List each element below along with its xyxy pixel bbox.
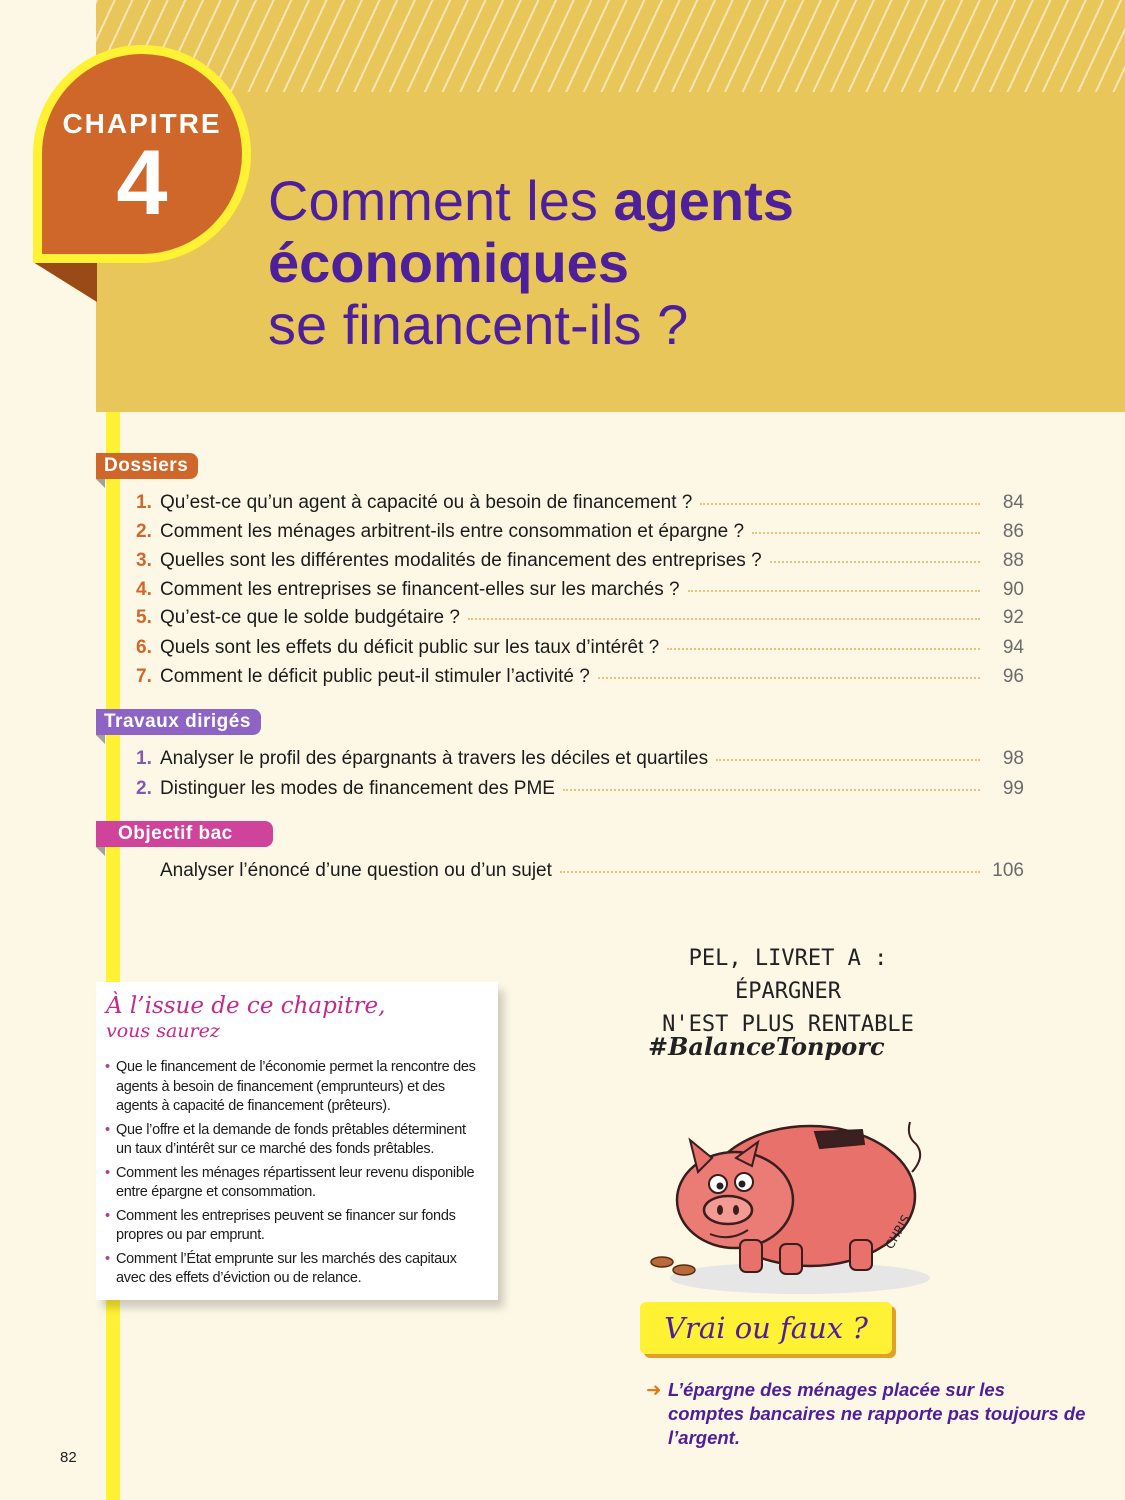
toc-row[interactable] <box>136 521 1024 549</box>
toc-row[interactable] <box>136 550 1024 578</box>
cartoon-hashtag: #BalanceTonporc <box>648 1032 885 1061</box>
toc-leader-dots <box>752 532 980 534</box>
toc-leader-dots <box>688 590 980 592</box>
toc-page: 92 <box>1002 607 1024 628</box>
list-item: • Que le financement de l’économie permet la rencontre des agents à besoin de financement (emprunteurs) et des agents à capacité de financement (prêteurs). <box>104 1058 484 1117</box>
true-false-label: Vrai ou faux ? <box>640 1302 892 1354</box>
true-false-statement-text: L’épargne des ménages placée sur les comptes bancaires ne rapporte pas toujours de l’argent. <box>668 1379 1086 1448</box>
toc-page: 88 <box>1002 550 1024 571</box>
section-tag-objectif-bac: Objectif bac <box>96 821 273 847</box>
title-line-2: économiques <box>268 231 629 294</box>
toc-leader-dots <box>667 648 980 650</box>
list-item: • Que l’offre et la demande de fonds prêtables déterminent un taux d’intérêt sur ce marché des fonds prêtables. <box>104 1121 484 1160</box>
toc-number: 4. <box>136 579 152 600</box>
toc-row[interactable] <box>136 492 1024 520</box>
toc-title: Analyser le profil des épargnants à travers les déciles et quartiles <box>160 748 709 769</box>
toc-leader-dots <box>560 871 980 873</box>
toc-title: Quelles sont les différentes modalités de financement des entreprises ? <box>160 550 762 571</box>
toc-leader-dots <box>700 503 980 505</box>
learning-objectives-box <box>96 982 498 1300</box>
toc-leader-dots <box>770 561 980 563</box>
toc-page: 86 <box>1002 521 1024 542</box>
piggy-bank-icon <box>640 1100 930 1300</box>
title-part-bold: agents <box>613 169 794 232</box>
toc-number: 7. <box>136 666 152 687</box>
toc-number: 5. <box>136 607 152 628</box>
chapter-label: CHAPITRE <box>62 108 222 139</box>
list-item: • Comment les entreprises peuvent se financer sur fonds propres ou par emprunt. <box>104 1207 484 1246</box>
toc-title: Comment le déficit public peut-il stimuler l’activité ? <box>160 666 590 687</box>
toc-number: 2. <box>136 521 152 542</box>
toc-page: 96 <box>1002 666 1024 687</box>
cartoon-caption-line: N'EST PLUS RENTABLE <box>662 1012 914 1037</box>
toc-title: Analyser l’énoncé d’une question ou d’un sujet <box>160 860 552 881</box>
toc-row[interactable] <box>136 748 1024 776</box>
toc-page: 84 <box>1002 492 1024 513</box>
chapter-title <box>268 170 1068 356</box>
toc-page: 90 <box>1002 579 1024 600</box>
true-false-statement <box>646 1378 1086 1450</box>
cartoon-signature: CHRIS <box>882 1212 914 1252</box>
toc-title: Comment les ménages arbitrent-ils entre consommation et épargne ? <box>160 521 745 542</box>
toc-title: Qu’est-ce que le solde budgétaire ? <box>160 607 460 628</box>
toc-page: 94 <box>1002 637 1024 658</box>
toc-number: 6. <box>136 637 152 658</box>
toc-page: 98 <box>1002 748 1024 769</box>
toc-title: Comment les entreprises se financent-elles sur les marchés ? <box>160 579 680 600</box>
list-item: • Comment les ménages répartissent leur revenu disponible entre épargne et consommation. <box>104 1164 484 1203</box>
toc-page: 106 <box>992 860 1024 881</box>
toc-number: 1. <box>136 492 152 513</box>
objectives-subtitle: vous saurez <box>106 1020 220 1042</box>
title-line-3: se financent-ils ? <box>268 293 689 356</box>
toc-row[interactable] <box>136 637 1024 665</box>
toc-row[interactable] <box>136 778 1024 806</box>
arrow-right-icon: ➜ <box>646 1379 662 1400</box>
toc-number: 2. <box>136 778 152 799</box>
toc-row[interactable] <box>136 607 1024 635</box>
toc-leader-dots <box>716 759 980 761</box>
chapter-badge <box>33 45 251 263</box>
page-number: 82 <box>60 1449 77 1466</box>
learning-objectives-title <box>106 994 385 1044</box>
toc-page: 99 <box>1002 778 1024 799</box>
toc-row[interactable] <box>136 860 1024 888</box>
toc-title: Distinguer les modes de financement des PME <box>160 778 555 799</box>
section-tag-travaux-diriges: Travaux dirigés <box>96 709 261 735</box>
objectives-title-line: À l’issue de ce chapitre, <box>106 993 386 1019</box>
list-item: • Comment l’État emprunte sur les marchés des capitaux avec des effets d’éviction ou de relance. <box>104 1250 484 1289</box>
toc-row[interactable] <box>136 579 1024 607</box>
toc-title: Qu’est-ce qu’un agent à capacité ou à besoin de financement ? <box>160 492 693 513</box>
toc-number: 1. <box>136 748 152 769</box>
toc-number: 3. <box>136 550 152 571</box>
toc-row[interactable] <box>136 666 1024 694</box>
cartoon-caption-line: PEL, LIVRET A : ÉPARGNER <box>688 946 888 1004</box>
section-tag-dossiers: Dossiers <box>96 453 198 479</box>
toc-leader-dots <box>563 789 980 791</box>
toc-leader-dots <box>468 618 980 620</box>
learning-objectives-list <box>104 1058 484 1293</box>
title-part-regular: Comment les <box>268 169 614 232</box>
badge-ribbon-tail <box>33 262 97 302</box>
cartoon-caption <box>648 942 928 1041</box>
toc-title: Quels sont les effets du déficit public sur les taux d’intérêt ? <box>160 637 660 658</box>
chapter-number: 4 <box>116 132 168 234</box>
toc-leader-dots <box>598 677 980 679</box>
left-accent-stripe <box>106 412 120 1500</box>
